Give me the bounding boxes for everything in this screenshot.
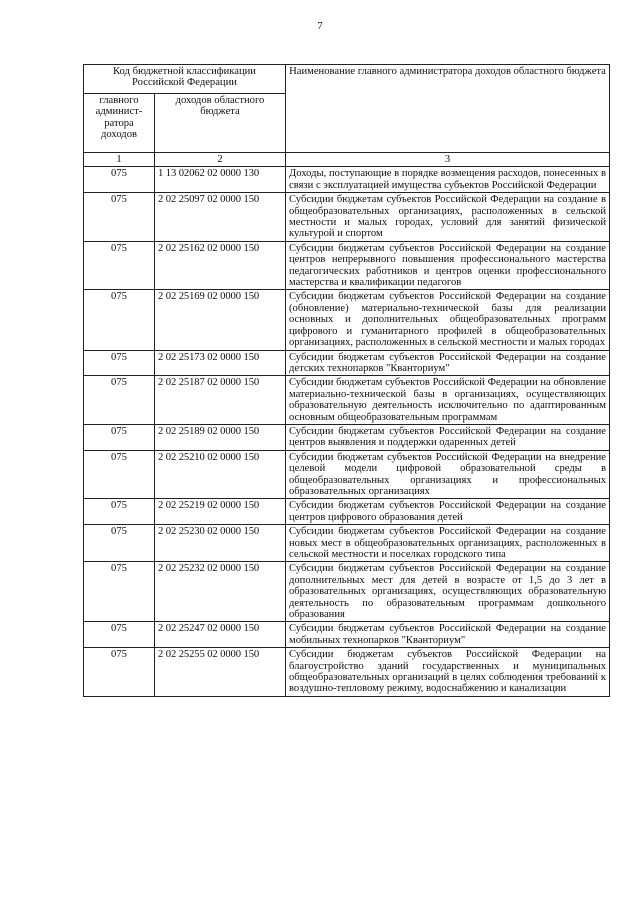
column-number-1: 1 <box>84 153 155 167</box>
header-admin-column: главного админист-ратора доходов <box>84 94 155 153</box>
header-group-title: Код бюджетной классификации Российской Федерации <box>84 65 286 94</box>
description-cell: Субсидии бюджетам субъектов Российской Федерации на создание (обновление) материально-технической базы для реализации основных и дополнительных общеобразовательных программ цифрового и гуманитарного профилей в общеобразовательных организациях, расположенных в сельской местности и малых городах <box>286 290 610 350</box>
admin-code-cell: 075 <box>84 525 155 562</box>
description-cell: Субсидии бюджетам субъектов Российской Федерации на создание центров выявления и поддержки одаренных детей <box>286 424 610 450</box>
page-number: 7 <box>317 20 323 32</box>
table-row <box>84 525 610 562</box>
admin-code-cell: 075 <box>84 241 155 290</box>
header-code-column: доходов областного бюджета <box>155 94 286 153</box>
budget-classification-table <box>83 64 610 697</box>
budget-code-cell: 2 02 25169 02 0000 150 <box>155 290 286 350</box>
description-cell: Доходы, поступающие в порядке возмещения расходов, понесенных в связи с эксплуатацией имущества субъектов Российской Федерации <box>286 167 610 193</box>
budget-code-cell: 2 02 25210 02 0000 150 <box>155 450 286 499</box>
table-row <box>84 499 610 525</box>
budget-code-cell: 2 02 25187 02 0000 150 <box>155 376 286 425</box>
budget-code-cell: 2 02 25162 02 0000 150 <box>155 241 286 290</box>
table-row <box>84 241 610 290</box>
budget-code-cell: 2 02 25230 02 0000 150 <box>155 525 286 562</box>
budget-code-cell: 2 02 25219 02 0000 150 <box>155 499 286 525</box>
budget-code-cell: 2 02 25097 02 0000 150 <box>155 193 286 242</box>
table-row <box>84 193 610 242</box>
admin-code-cell: 075 <box>84 562 155 622</box>
table-row <box>84 424 610 450</box>
table-row <box>84 376 610 425</box>
table-row <box>84 350 610 376</box>
description-cell: Субсидии бюджетам субъектов Российской Федерации на создание детских технопарков "Кванториум" <box>286 350 610 376</box>
description-cell: Субсидии бюджетам субъектов Российской Федерации на внедрение целевой модели цифровой образовательной среды в общеобразовательных организациях и профессиональных образовательных организациях <box>286 450 610 499</box>
admin-code-cell: 075 <box>84 376 155 425</box>
budget-code-cell: 2 02 25247 02 0000 150 <box>155 622 286 648</box>
budget-code-cell: 2 02 25255 02 0000 150 <box>155 648 286 697</box>
budget-code-cell: 2 02 25232 02 0000 150 <box>155 562 286 622</box>
table-row <box>84 622 610 648</box>
description-cell: Субсидии бюджетам субъектов Российской Федерации на создание дополнительных мест для детей в возрасте от 1,5 до 3 лет в образовательных организациях, осуществляющих образовательную деятельность по образовательным программам дошкольного образования <box>286 562 610 622</box>
description-cell: Субсидии бюджетам субъектов Российской Федерации на создание мобильных технопарков "Кванториум" <box>286 622 610 648</box>
admin-code-cell: 075 <box>84 350 155 376</box>
table-row <box>84 450 610 499</box>
column-number-3: 3 <box>286 153 610 167</box>
admin-code-cell: 075 <box>84 648 155 697</box>
description-cell: Субсидии бюджетам субъектов Российской Федерации на создание в общеобразовательных организациях, расположенных в сельской местности и малых городах, условий для занятий физической культурой и спортом <box>286 193 610 242</box>
description-cell: Субсидии бюджетам субъектов Российской Федерации на создание центров цифрового образования детей <box>286 499 610 525</box>
header-name-column: Наименование главного администратора доходов областного бюджета <box>286 65 610 153</box>
description-cell: Субсидии бюджетам субъектов Российской Федерации на создание новых мест в общеобразовательных организациях, расположенных в сельской местности и поселках городского типа <box>286 525 610 562</box>
admin-code-cell: 075 <box>84 499 155 525</box>
description-cell: Субсидии бюджетам субъектов Российской Федерации на создание центров непрерывного повышения профессионального мастерства педагогических работников и центров оценки профессионального мастерства и квалификации педагогов <box>286 241 610 290</box>
table-row <box>84 562 610 622</box>
budget-code-cell: 1 13 02062 02 0000 130 <box>155 167 286 193</box>
admin-code-cell: 075 <box>84 193 155 242</box>
budget-code-cell: 2 02 25173 02 0000 150 <box>155 350 286 376</box>
budget-code-cell: 2 02 25189 02 0000 150 <box>155 424 286 450</box>
table-row <box>84 167 610 193</box>
column-number-2: 2 <box>155 153 286 167</box>
admin-code-cell: 075 <box>84 450 155 499</box>
admin-code-cell: 075 <box>84 290 155 350</box>
admin-code-cell: 075 <box>84 167 155 193</box>
table-row <box>84 648 610 697</box>
admin-code-cell: 075 <box>84 424 155 450</box>
table-row <box>84 290 610 350</box>
admin-code-cell: 075 <box>84 622 155 648</box>
description-cell: Субсидии бюджетам субъектов Российской Федерации на благоустройство зданий государственных и муниципальных общеобразовательных организаций в целях соблюдения требований к воздушно-тепловому режиму, водоснабжению и канализации <box>286 648 610 697</box>
description-cell: Субсидии бюджетам субъектов Российской Федерации на обновление материально-технической базы в организациях, осуществляющих образовательную деятельность исключительно по адаптированным основным общеобразовательным программам <box>286 376 610 425</box>
